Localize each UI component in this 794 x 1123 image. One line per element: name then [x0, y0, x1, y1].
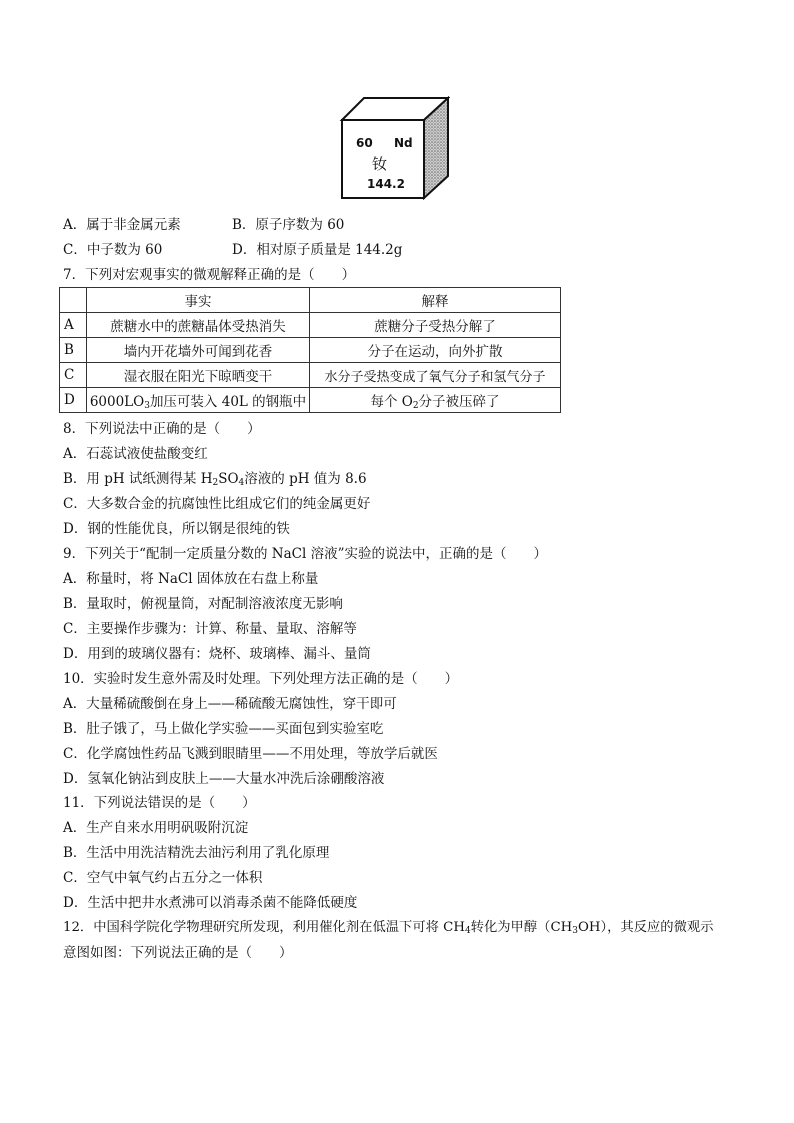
q9-option-c: C．主要操作步骤为：计算、称量、量取、溶解等 — [63, 621, 357, 637]
q6-option-d: D．相对原子质量是 144.2g — [232, 242, 403, 258]
q6-option-c: C．中子数为 60 — [63, 242, 163, 258]
q11-option-b: B．生活中用洗洁精洗去油污利用了乳化原理 — [63, 845, 330, 861]
q7-stem: 7．下列对宏观事实的微观解释正确的是（ ） — [63, 267, 356, 283]
q8-b-text: 溶液的 pH 值为 8.6 — [244, 471, 367, 487]
atomic-mass: 144.2 — [367, 177, 405, 191]
row-label: C — [60, 363, 87, 388]
table-row — [60, 313, 561, 338]
q8-option-b — [63, 470, 367, 488]
table-row — [60, 338, 561, 363]
q12-stem-line1 — [63, 919, 714, 937]
element-symbol: Nd — [394, 136, 413, 150]
table-header-fact: 事实 — [87, 288, 310, 313]
table-row — [60, 388, 561, 413]
table-header-explain: 解释 — [310, 288, 561, 313]
atomic-number: 60 — [356, 136, 373, 150]
row-fact — [87, 388, 310, 413]
q12-stem-line2: 意图如图：下列说法正确的是（ ） — [63, 945, 293, 961]
q9-stem: 9．下列关于“配制一定质量分数的 NaCl 溶液”实验的说法中，正确的是（ ） — [63, 546, 547, 562]
row-label: A — [60, 313, 87, 338]
row-explain — [310, 388, 561, 413]
row-explain-text: 每个 O — [370, 394, 413, 410]
element-tile-figure — [338, 96, 450, 204]
q11-option-d: D．生活中把井水煮沸可以消毒杀菌不能降低硬度 — [63, 895, 358, 911]
q6-option-b: B．原子序数为 60 — [232, 217, 345, 233]
row-fact: 蔗糖水中的蔗糖晶体受热消失 — [87, 313, 310, 338]
table-header-row — [60, 288, 561, 313]
subscript: 3 — [572, 926, 578, 936]
q9-option-a: A．称量时，将 NaCl 固体放在右盘上称量 — [63, 571, 319, 587]
row-fact: 墙内开花墙外可闻到花香 — [87, 338, 310, 363]
subscript: 4 — [464, 926, 471, 936]
q12-text: 12．中国科学院化学物理研究所发现，利用催化剂在低温下可将 CH — [63, 920, 465, 935]
row-explain-text: 分子被压碎了 — [418, 394, 500, 410]
q7-table — [59, 287, 561, 413]
element-name: 钕 — [372, 155, 388, 173]
subscript: 2 — [212, 478, 219, 488]
q8-option-c: C．大多数合金的抗腐蚀性比组成它们的纯金属更好 — [63, 496, 371, 512]
q8-option-a: A．石蕊试液使盐酸变红 — [63, 446, 208, 462]
subscript: 2 — [412, 401, 419, 411]
q10-option-b: B．肚子饿了，马上做化学实验——买面包到实验室吃 — [63, 721, 384, 737]
row-fact: 湿衣服在阳光下晾晒变干 — [87, 363, 310, 388]
q8-b-text: SO — [218, 471, 239, 487]
row-explain: 分子在运动，向外扩散 — [310, 338, 561, 363]
q10-stem: 10．实验时发生意外需及时处理。下列处理方法正确的是（ ） — [63, 671, 459, 687]
q9-option-d: D．用到的玻璃仪器有：烧杯、玻璃棒、漏斗、量筒 — [63, 646, 371, 662]
q11-option-a: A．生产自来水用明矾吸附沉淀 — [63, 820, 249, 836]
q11-stem: 11．下列说法错误的是（ ） — [63, 795, 256, 811]
q8-stem: 8．下列说法中正确的是（ ） — [63, 421, 261, 437]
row-fact-text: 6000LO — [89, 394, 145, 410]
q12-text: OH），其反应的微观示 — [577, 920, 714, 935]
q8-option-d: D．钢的性能优良，所以钢是很纯的铁 — [63, 521, 290, 537]
table-header-blank — [60, 288, 87, 313]
row-explain: 水分子受热变成了氧气分子和氢气分子 — [310, 363, 561, 388]
row-explain: 蔗糖分子受热分解了 — [310, 313, 561, 338]
q6-option-a: A．属于非金属元素 — [63, 217, 181, 233]
row-label: B — [60, 338, 87, 363]
subscript: 3 — [144, 401, 150, 411]
row-label: D — [60, 388, 87, 413]
row-fact-text: 加压可装入 40L 的钢瓶中 — [149, 394, 307, 410]
q11-option-c: C．空气中氧气约占五分之一体积 — [63, 870, 263, 886]
q12-text: 转化为甲醇（CH — [470, 920, 573, 935]
q10-option-c: C．化学腐蚀性药品飞溅到眼睛里——不用处理，等放学后就医 — [63, 746, 438, 762]
q8-b-text: B．用 pH 试纸测得某 H — [63, 471, 213, 487]
q9-option-b: B．量取时，俯视量筒，对配制溶液浓度无影响 — [63, 596, 343, 612]
table-row — [60, 363, 561, 388]
q10-option-d: D．氢氧化钠沾到皮肤上——大量水冲洗后涂硼酸溶液 — [63, 771, 385, 787]
subscript: 4 — [238, 478, 245, 488]
q10-option-a: A．大量稀硫酸倒在身上——稀硫酸无腐蚀性，穿干即可 — [63, 696, 397, 712]
